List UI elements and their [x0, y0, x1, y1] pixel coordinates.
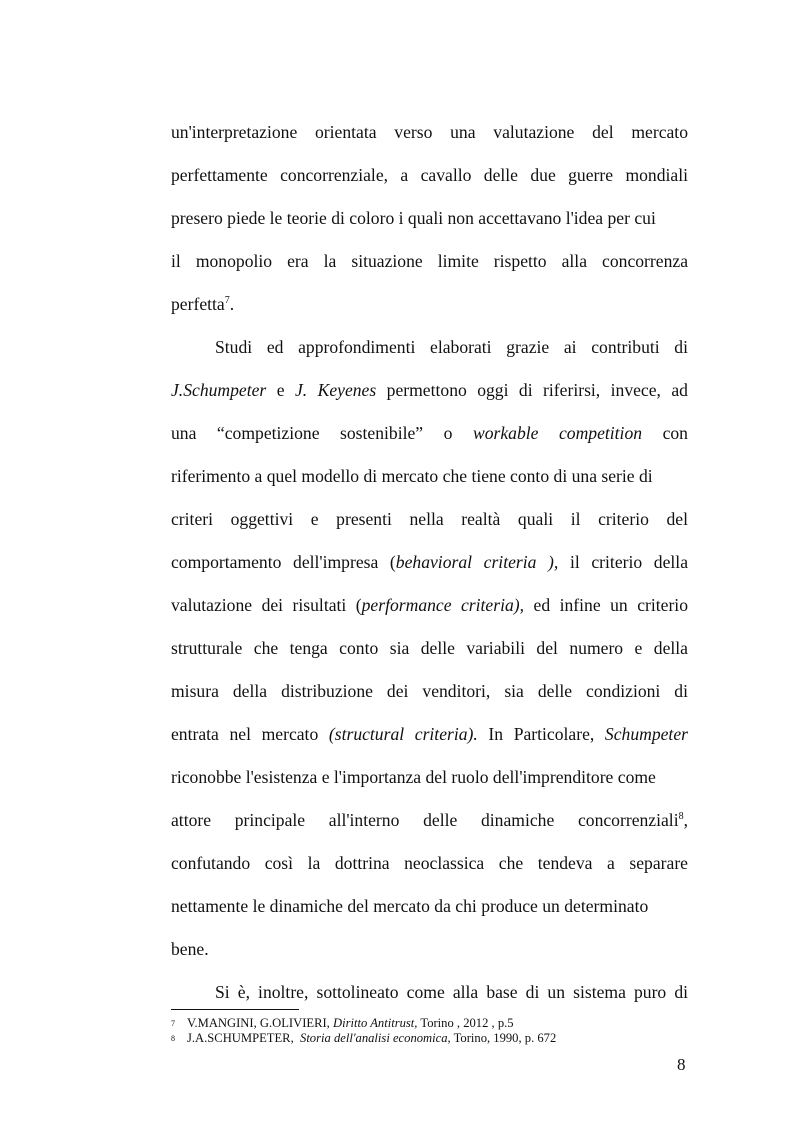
line-15-mid: In Particolare,: [488, 724, 595, 744]
line-12-end: ed infine un criterio: [533, 595, 688, 615]
footnote-title: Storia dell'analisi economica,: [300, 1031, 451, 1045]
term-performance-criteria: performance criteria),: [361, 595, 525, 615]
word-perfetta: perfetta: [171, 294, 225, 314]
body-line-19: nettamente le dinamiche del mercato da chi produce un determinato: [171, 896, 649, 916]
footnote-title: Diritto Antitrust,: [333, 1016, 418, 1030]
footnote-ref-8: 8: [678, 811, 684, 822]
author-schumpeter: J.Schumpeter: [171, 380, 267, 400]
line-15-start: entrata nel mercato: [171, 724, 319, 744]
body-line-17: [171, 809, 688, 831]
line-11-start: comportamento dell'impresa (: [171, 552, 396, 572]
footnote-details: Torino, 1990, p. 672: [453, 1031, 557, 1045]
period: .: [229, 294, 235, 314]
body-line-1: un'interpretazione orientata verso una valutazione del mercato: [171, 122, 688, 142]
line-11-end: il criterio della: [569, 552, 688, 572]
body-line-6: Studi ed approfondimenti elaborati grazie ai contributi di: [215, 337, 688, 357]
body-line-4: il monopolio era la situazione limite rispetto alla concorrenza: [171, 251, 688, 271]
body-line-12: [171, 594, 688, 616]
footnote-authors: V.MANGINI, G.OLIVIERI,: [187, 1016, 330, 1030]
body-line-18: confutando così la dottrina neoclassica che tendeva a separare: [171, 853, 688, 873]
footnote-7: [171, 1016, 514, 1031]
footnote-ref-7: 7: [224, 295, 230, 306]
footnote-details: Torino , 2012 , p.5: [420, 1016, 514, 1030]
line-8-start: una “competizione sostenibile” o: [171, 423, 453, 443]
word-concorrenziali: concorrenziali$^8$,: [577, 810, 688, 830]
body-line-20: bene.: [171, 939, 209, 959]
body-line-2: perfettamente concorrenziale, a cavallo delle due guerre mondiali: [171, 165, 688, 185]
body-line-14: misura della distribuzione dei venditori, sia delle condizioni di: [171, 681, 688, 701]
body-line-15: [171, 723, 688, 745]
body-line-10: criteri oggettivi e presenti nella realtà quali il criterio del: [171, 509, 688, 529]
body-line-11: [171, 551, 688, 573]
body-line-16: riconobbe l'esistenza e l'importanza del ruolo dell'imprenditore come: [171, 767, 656, 787]
footnote-8: [171, 1031, 556, 1046]
footnote-authors: J.A.SCHUMPETER,: [187, 1031, 294, 1045]
footnote-separator: [171, 1009, 299, 1010]
term-structural-criteria: (structural criteria).: [328, 724, 478, 744]
body-line-21: Si è, inoltre, sottolineato come alla base di un sistema puro di: [215, 982, 688, 1002]
term-workable-competition: workable competition: [472, 423, 643, 443]
conjunction-e: e: [276, 380, 285, 400]
body-line-8: [171, 422, 688, 444]
line-17-start: attore principale all'interno delle dinamiche: [171, 810, 555, 830]
body-line-7: [171, 379, 688, 401]
body-line-5: [171, 293, 688, 315]
page-number: 8: [677, 1055, 686, 1074]
line-7-rest: permettono oggi di riferirsi, invece, ad: [386, 380, 688, 400]
author-keynes: J. Keyenes: [294, 380, 377, 400]
footnote-number: 7: [171, 1019, 175, 1028]
name-schumpeter: Schumpeter: [604, 724, 688, 744]
body-line-13: strutturale che tenga conto sia delle variabili del numero e della: [171, 638, 688, 658]
line-12-start: valutazione dei risultati (: [171, 595, 362, 615]
body-line-3: presero piede le teorie di coloro i quali non accettavano l'idea per cui: [171, 208, 656, 228]
word-con: con: [662, 423, 688, 443]
body-line-9: riferimento a quel modello di mercato che tiene conto di una serie di: [171, 466, 653, 486]
term-behavioral-criteria: behavioral criteria ),: [395, 552, 559, 572]
footnote-number: 8: [171, 1034, 175, 1043]
